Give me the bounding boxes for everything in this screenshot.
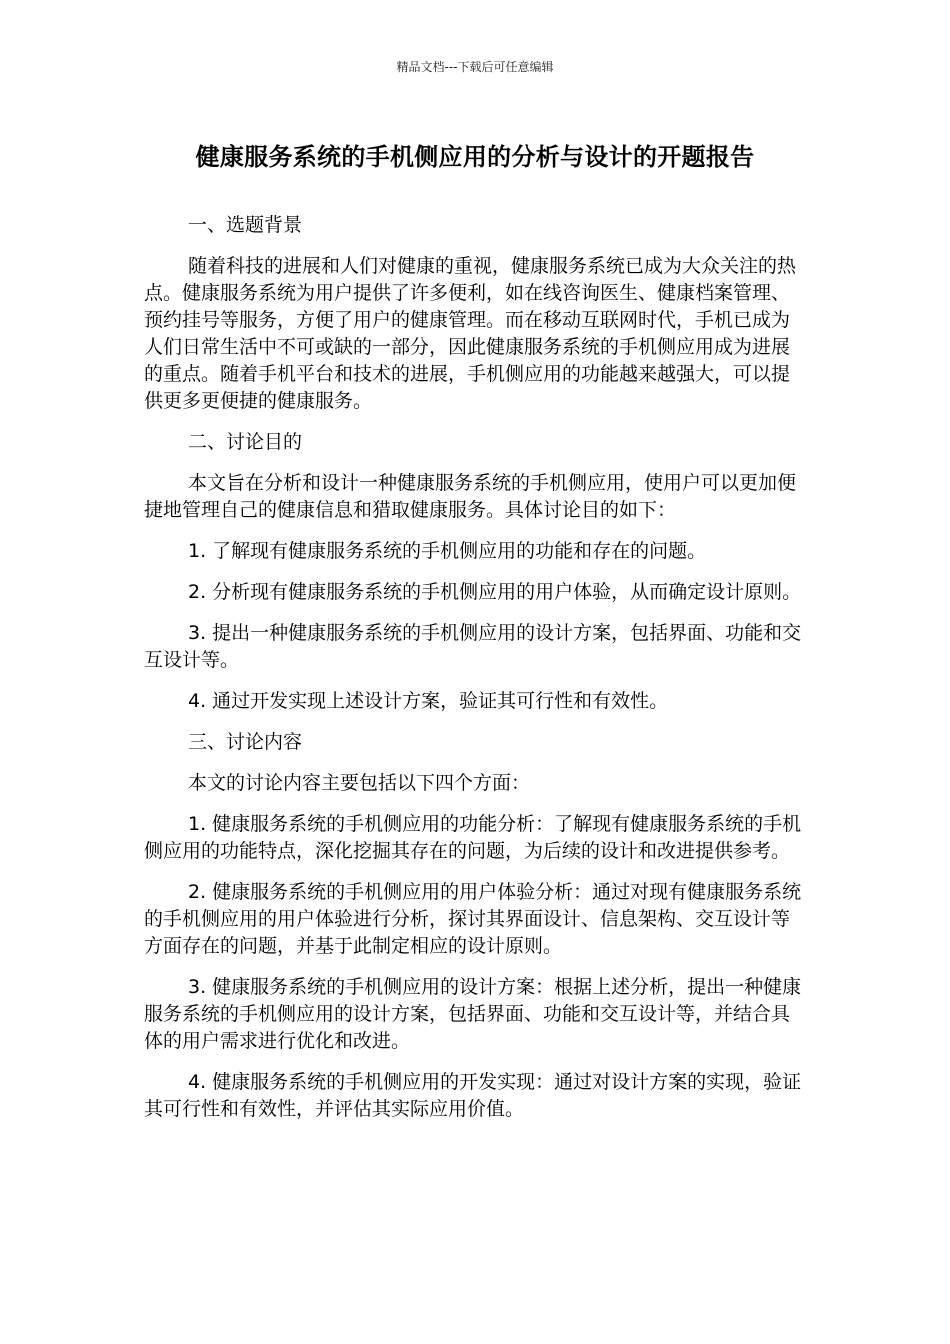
purpose-item-1: 1. 了解现有健康服务系统的手机侧应用的功能和存在的问题。	[188, 540, 707, 562]
paragraph-content: 本文的讨论内容主要包括以下四个方面：	[188, 772, 531, 794]
purpose-item-4: 4. 通过开发实现上述设计方案，验证其可行性和有效性。	[188, 690, 669, 712]
paragraph-purpose: 本文旨在分析和设计一种健康服务系统的手机侧应用，使用户可以更加便捷地管理自己的健康信息和猎取健康服务。具体讨论目的如下：	[144, 472, 797, 521]
section-heading-content: 三、讨论内容	[188, 731, 303, 753]
paragraph-background: 随着科技的进展和人们对健康的重视，健康服务系统已成为大众关注的热点。健康服务系统为用户提供了许多便利，如在线咨询医生、健康档案管理、预约挂号等服务，方便了用户的健康管理。而在移动互联网时代，手机已成为人们日常生活中不可或缺的一部分，因此健康服务系统的手机侧应用成为进展的重点。随着手机平台和技术的进展，手机侧应用的功能越来越强大，可以提供更多更便捷的健康服务。	[144, 255, 797, 412]
document-body	[144, 212, 804, 1137]
section-heading-background: 一、选题背景	[188, 214, 303, 236]
content-item-4: 4. 健康服务系统的手机侧应用的开发实现：通过对设计方案的实现，验证其可行性和有效性，并评估其实际应用价值。	[144, 1071, 802, 1120]
content-item-1: 1. 健康服务系统的手机侧应用的功能分析：了解现有健康服务系统的手机侧应用的功能特点，深化挖掘其存在的问题，为后续的设计和改进提供参考。	[144, 813, 802, 862]
content-item-3: 3. 健康服务系统的手机侧应用的设计方案：根据上述分析，提出一种健康服务系统的手机侧应用的设计方案，包括界面、功能和交互设计等，并结合具体的用户需求进行优化和改进。	[144, 976, 802, 1052]
content-item-2: 2. 健康服务系统的手机侧应用的用户体验分析：通过对现有健康服务系统的手机侧应用的用户体验进行分析，探讨其界面设计、信息架构、交互设计等方面存在的问题，并基于此制定相应的设计原则。	[144, 881, 802, 957]
purpose-item-2: 2. 分析现有健康服务系统的手机侧应用的用户体验，从而确定设计原则。	[188, 581, 802, 603]
document-title: 健康服务系统的手机侧应用的分析与设计的开题报告	[195, 143, 755, 171]
section-heading-purpose: 二、讨论目的	[188, 431, 303, 453]
page-header: 精品文档---下载后可任意编辑	[396, 60, 554, 74]
purpose-item-3: 3. 提出一种健康服务系统的手机侧应用的设计方案，包括界面、功能和交互设计等。	[144, 622, 802, 671]
